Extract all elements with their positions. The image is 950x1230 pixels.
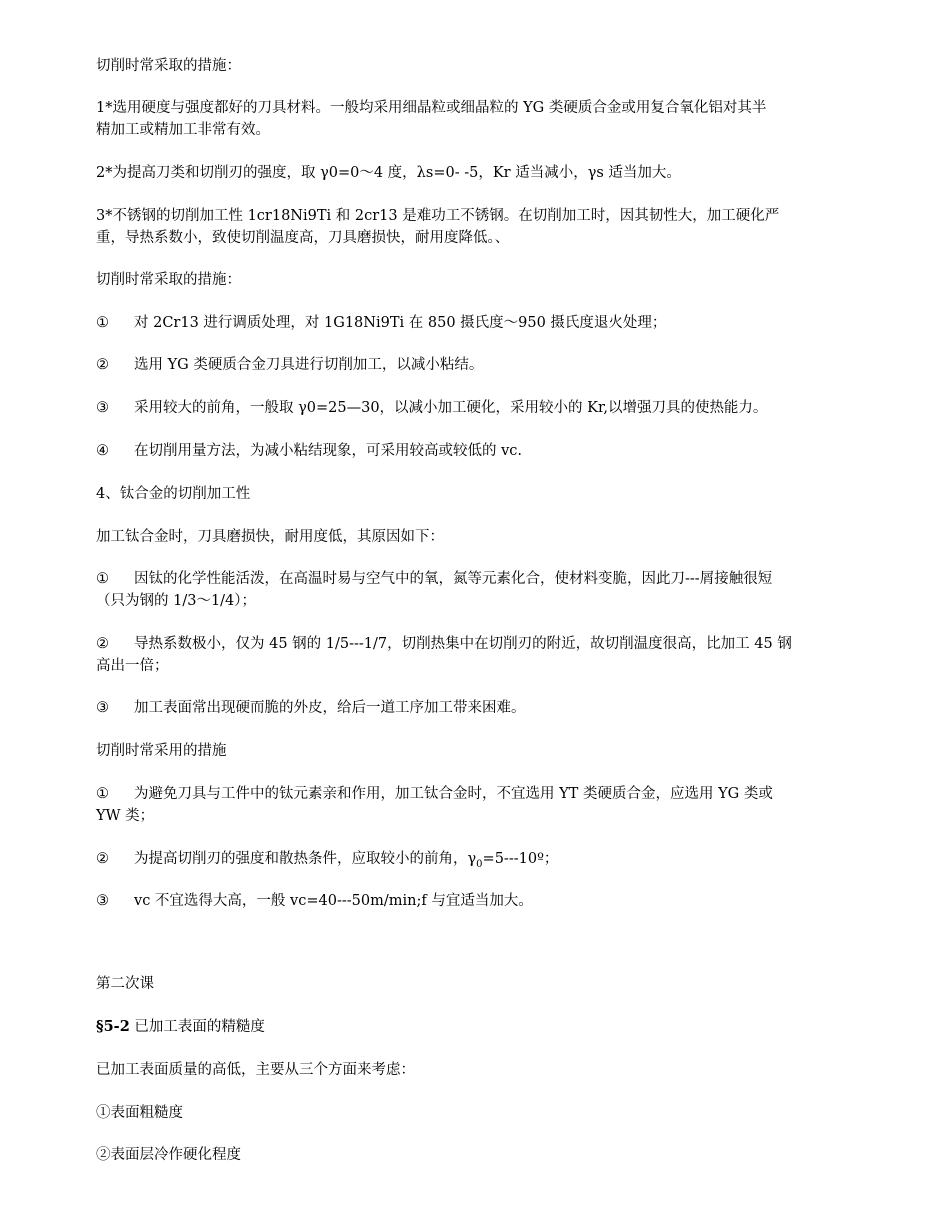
paragraph-measures-heading-1: 切削时常采取的措施： xyxy=(96,58,241,74)
list-item-titanium-2-line-2: 高出一倍； xyxy=(96,658,169,674)
list-number: ④ xyxy=(96,443,109,459)
list-text: 选用 YG 类硬质合金刀具进行切削加工，以减小粘结。 xyxy=(134,357,484,373)
list-text-suffix: =5---10º； xyxy=(482,851,559,867)
list-number: ① xyxy=(96,315,109,331)
list-item-surface-2: ②表面层冷作硬化程度 xyxy=(96,1147,241,1163)
list-number: ② xyxy=(96,357,109,373)
list-item-stainless-4 xyxy=(96,440,856,462)
paragraph-item-2: 2*为提高刀类和切削刃的强度，取 γ0=0～4 度，λs=0- -5，Kr 适当减小，γs 适当加大。 xyxy=(96,165,681,181)
section-heading-titanium: 4、钛合金的切削加工性 xyxy=(96,486,251,502)
paragraph-surface-quality: 已加工表面质量的高低，主要从三个方面来考虑： xyxy=(96,1062,415,1078)
paragraph-item-1-line-2: 精加工或精加工非常有效。 xyxy=(96,122,270,138)
list-number: ② xyxy=(96,851,109,867)
list-number: ① xyxy=(96,786,109,802)
paragraph-item-3-line-2: 重，导热系数小，致使切削温度高，刀具磨损快，耐用度降低。、 xyxy=(96,230,510,246)
subscript-zero: 0 xyxy=(476,858,483,870)
paragraph-titanium-intro: 加工钛合金时，刀具磨损快，耐用度低，其原因如下： xyxy=(96,529,444,545)
lesson-heading: 第二次课 xyxy=(96,976,154,992)
list-item-titanium-3 xyxy=(96,697,856,719)
section-heading-5-2 xyxy=(96,1016,856,1038)
list-number: ③ xyxy=(96,400,109,416)
list-text: vc 不宜选得大高，一般 vc=40---50m/min;f 与宜适当加大。 xyxy=(134,893,533,909)
section-number: §5-2 xyxy=(96,1018,130,1035)
list-item-stainless-1 xyxy=(96,312,856,334)
list-text: 加工表面常出现硬而脆的外皮，给后一道工序加工带来困难。 xyxy=(134,700,526,716)
list-item-measure-2 xyxy=(96,848,856,870)
section-title: 已加工表面的精糙度 xyxy=(129,1019,265,1035)
list-text: 因钛的化学性能活泼，在高温时易与空气中的氧，氮等元素化合，使材料变脆，因此刀---屑接触很短 xyxy=(134,571,773,587)
list-text: 导热系数极小，仅为 45 钢的 1/5---1/7，切削热集中在切削刃的附近，故切削温度很高，比加工 45 钢 xyxy=(134,636,792,652)
list-text: 为提高切削刃的强度和散热条件，应取较小的前角，γ xyxy=(134,851,477,867)
list-item-stainless-2 xyxy=(96,354,856,376)
list-text: 采用较大的前角，一般取 γ0=25—30，以减小加工硬化，采用较小的 Kr,以增强刀具的使热能力。 xyxy=(134,400,768,416)
paragraph-measures-heading-2: 切削时常采取的措施： xyxy=(96,272,241,288)
list-item-titanium-1-line-2: （只为钢的 1/3～1/4）； xyxy=(96,593,257,609)
paragraph-item-3-line-1: 3*不锈钢的切削加工性 1cr18Ni9Ti 和 2cr13 是难功工不锈钢。在切削加工时，因其韧性大，加工硬化严 xyxy=(96,208,780,224)
list-item-measure-1-line-2: YW 类； xyxy=(96,808,155,824)
paragraph-measures-heading-3: 切削时常采用的措施 xyxy=(96,743,227,759)
list-number: ② xyxy=(96,636,109,652)
list-text: 在切削用量方法，为减小粘结现象，可采用较高或较低的 vc. xyxy=(134,443,523,459)
list-text: 为避免刀具与工件中的钛元素亲和作用，加工钛合金时，不宜选用 YT 类硬质合金，应选用 YG 类或 xyxy=(134,786,773,802)
list-number: ③ xyxy=(96,700,109,716)
list-item-stainless-3 xyxy=(96,397,856,419)
list-number: ③ xyxy=(96,893,109,909)
list-text: 对 2Cr13 进行调质处理，对 1G18Ni9Ti 在 850 摄氏度～950 摄氏度退火处理； xyxy=(134,315,667,331)
list-item-surface-1: ①表面粗糙度 xyxy=(96,1105,183,1121)
list-number: ① xyxy=(96,571,109,587)
paragraph-item-1-line-1: 1*选用硬度与强度都好的刀具材料。一般均采用细晶粒或细晶粒的 YG 类硬质合金或用复合氧化铝对其半 xyxy=(96,100,767,116)
list-item-measure-1-line-1 xyxy=(96,783,856,805)
list-item-titanium-1-line-1 xyxy=(96,568,856,590)
list-item-titanium-2-line-1 xyxy=(96,633,856,655)
list-item-measure-3 xyxy=(96,890,856,912)
